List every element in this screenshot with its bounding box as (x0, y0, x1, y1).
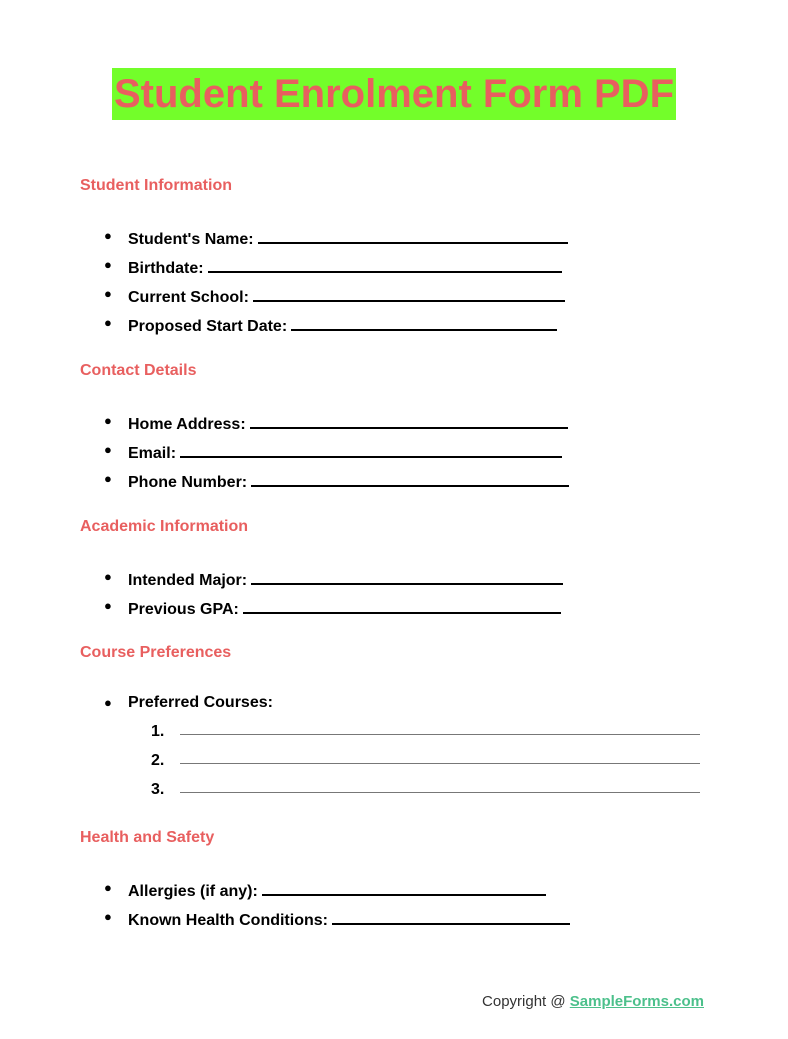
blank-line-input[interactable] (251, 469, 569, 487)
section-heading-contact-details: Contact Details (80, 362, 197, 379)
bullet-icon: ● (104, 442, 112, 457)
blank-line-input[interactable] (250, 411, 568, 429)
bullet-icon: ● (104, 257, 112, 272)
field-intended-major (104, 567, 563, 591)
section-heading-course-preferences: Course Preferences (80, 644, 232, 661)
page-title: Student Enrolment Form PDF (112, 68, 676, 120)
field-label: Birthdate: (128, 260, 204, 277)
bullet-icon: ● (104, 228, 112, 243)
bullet-icon: ● (104, 286, 112, 301)
blank-line-input[interactable] (243, 596, 561, 614)
field-label: Email: (128, 445, 177, 462)
bullet-icon: ● (104, 413, 112, 428)
section-heading-health-and-safety: Health and Safety (80, 829, 215, 846)
blank-line-input[interactable] (258, 226, 568, 244)
field-preferred-courses (104, 693, 273, 713)
course-number-1: 1. (151, 723, 165, 740)
bullet-icon: ● (104, 909, 112, 924)
bullet-icon: ● (104, 471, 112, 486)
field-label: Current School: (128, 289, 249, 306)
field-proposed-start-date (104, 313, 557, 337)
field-label: Phone Number: (128, 474, 248, 491)
section-heading-academic-information: Academic Information (80, 518, 249, 535)
blank-line-input[interactable] (180, 440, 562, 458)
bullet-icon: ● (104, 695, 112, 710)
field-email (104, 440, 562, 464)
field-label: Allergies (if any): (128, 883, 258, 900)
blank-line-input[interactable] (262, 878, 546, 896)
field-current-school (104, 284, 565, 308)
blank-line-input[interactable] (251, 567, 563, 585)
field-allergies (104, 878, 546, 902)
blank-line-input[interactable] (253, 284, 565, 302)
copyright-text: Copyright @ (482, 993, 570, 1010)
field-label: Previous GPA: (128, 601, 239, 618)
field-birthdate (104, 255, 562, 279)
field-label: Intended Major: (128, 572, 248, 589)
field-label: Known Health Conditions: (128, 912, 328, 929)
field-student-name (104, 226, 568, 250)
course-number-2: 2. (151, 752, 165, 769)
field-home-address (104, 411, 568, 435)
bullet-icon: ● (104, 315, 112, 330)
course-number-3: 3. (151, 781, 165, 798)
field-label: Home Address: (128, 416, 246, 433)
blank-line-input[interactable] (208, 255, 562, 273)
section-heading-student-information: Student Information (80, 177, 232, 194)
field-previous-gpa (104, 596, 561, 620)
blank-line-input[interactable] (332, 907, 570, 925)
field-known-health-conditions (104, 907, 570, 931)
field-label: Preferred Courses: (128, 694, 273, 711)
course-2-line-input[interactable] (180, 763, 700, 764)
bullet-icon: ● (104, 598, 112, 613)
sampleforms-link[interactable]: SampleForms.com (569, 993, 704, 1010)
course-3-line-input[interactable] (180, 792, 700, 793)
title-container (0, 68, 788, 120)
copyright-footer (482, 993, 704, 1010)
bullet-icon: ● (104, 880, 112, 895)
field-phone-number (104, 469, 569, 493)
course-1-line-input[interactable] (180, 734, 700, 735)
field-label: Proposed Start Date: (128, 318, 288, 335)
blank-line-input[interactable] (291, 313, 557, 331)
field-label: Student's Name: (128, 231, 254, 248)
bullet-icon: ● (104, 569, 112, 584)
